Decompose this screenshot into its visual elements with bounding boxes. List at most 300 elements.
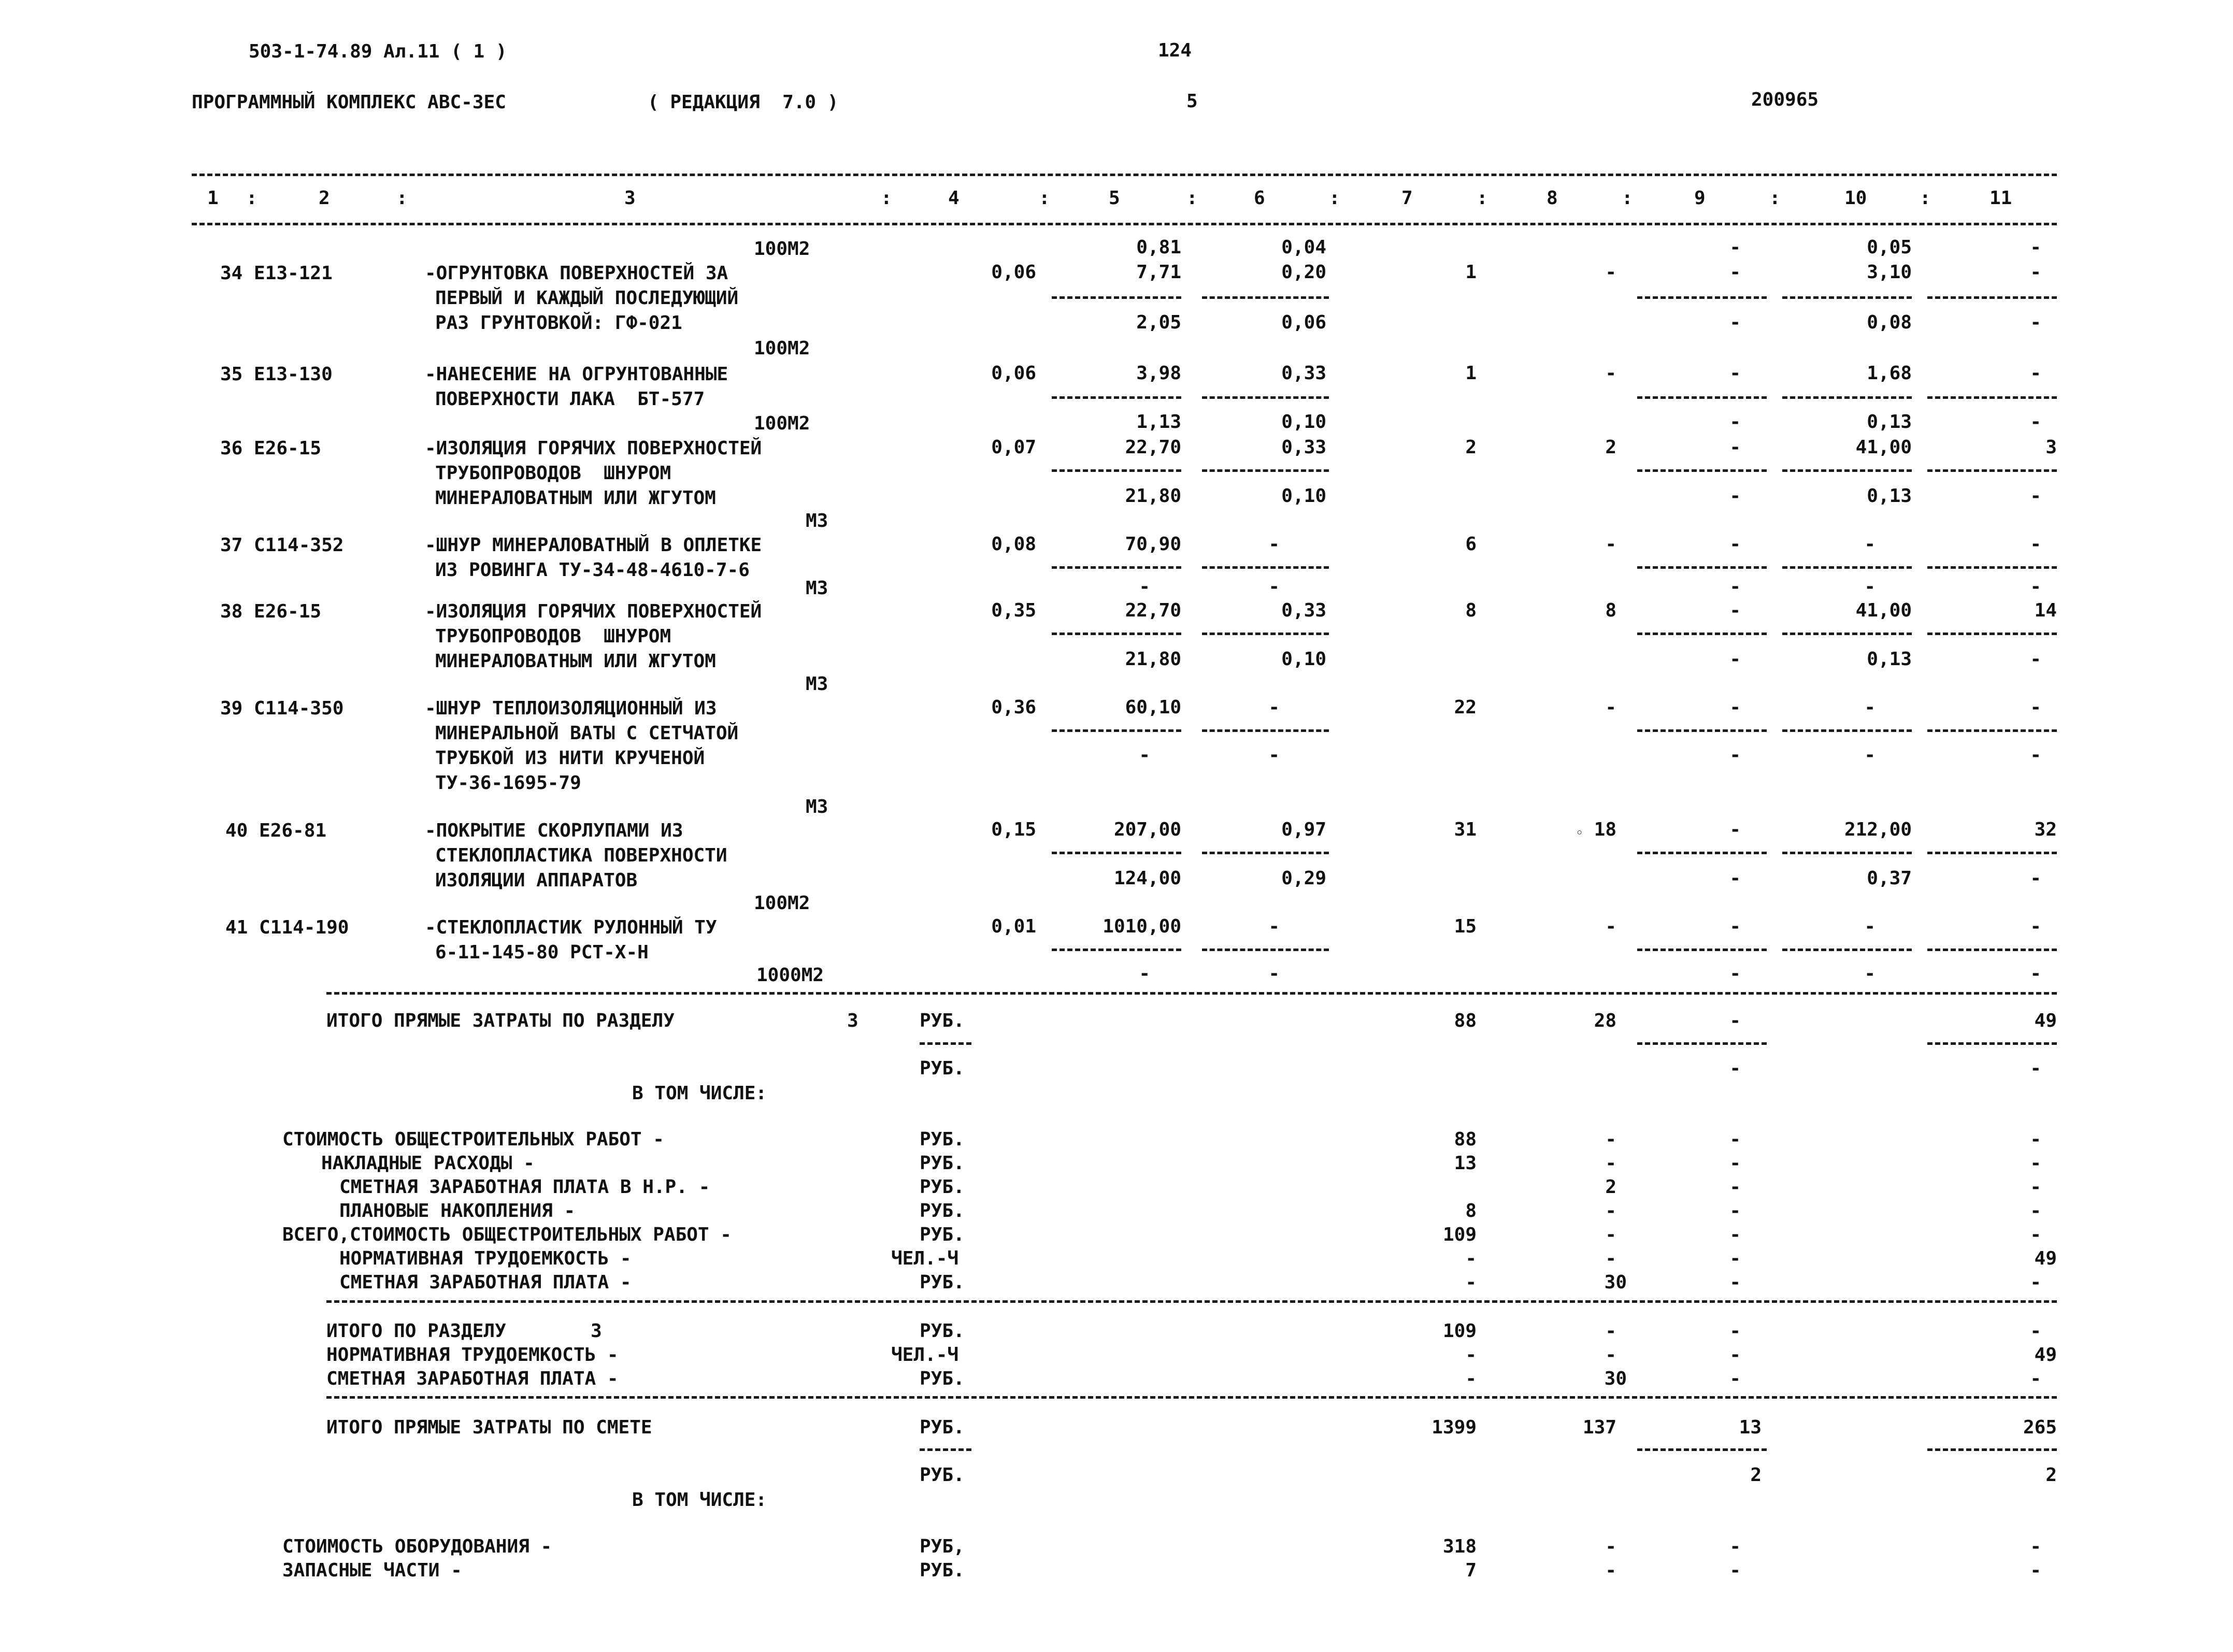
cell-divider <box>1782 296 1912 299</box>
cell-divider <box>1052 729 1181 732</box>
cell-c7: 15 <box>1454 916 1477 937</box>
description-line: ТРУБКОЙ ИЗ НИТИ КРУЧЕНОЙ <box>435 748 705 769</box>
column-separator: : <box>1329 188 1340 209</box>
unit-label: 100М2 <box>754 893 810 914</box>
cell-c6: 0,20 <box>1281 262 1326 283</box>
column-header: 6 <box>1254 188 1265 209</box>
cell-c6-sub: 0,06 <box>1281 312 1326 333</box>
cell-c6-sub: 0,10 <box>1281 485 1326 507</box>
cell-c6: 0,33 <box>1281 437 1326 458</box>
cell-c7: 88 <box>1454 1129 1477 1150</box>
cell-c10: - <box>1864 697 1876 718</box>
cell-c10: 212,00 <box>1844 819 1912 840</box>
description-line: ПОВЕРХНОСТИ ЛАКА БТ-577 <box>435 389 705 410</box>
cell-c4: 0,35 <box>991 600 1036 621</box>
cell-c9: - <box>1729 262 1741 283</box>
cell-c11: 265 <box>2023 1417 2057 1438</box>
cell-c5-sub: 1,13 <box>1136 411 1181 433</box>
cell-divider <box>1637 949 1767 951</box>
cell-divider <box>1052 566 1181 569</box>
column-header: 3 <box>624 188 636 209</box>
cell-c11: - <box>2030 1320 2041 1342</box>
cell-divider <box>920 1042 971 1045</box>
cell-c10: 41,00 <box>1855 600 1912 621</box>
cell-c4: 0,08 <box>991 534 1036 555</box>
unit-rub: РУБ. <box>920 1058 965 1079</box>
cell-c11-sub: - <box>2030 649 2041 670</box>
cell-c6-sub: 0,10 <box>1281 411 1326 433</box>
cell-c8: - <box>1605 1248 1616 1269</box>
unit-man-hours: ЧЕЛ.-Ч <box>891 1344 959 1366</box>
cell-c8: - <box>1605 534 1616 555</box>
cell-c8: 30 <box>1604 1368 1627 1389</box>
cell-c6-sub: 0,29 <box>1281 868 1326 889</box>
cell-c4: 0,36 <box>991 697 1036 718</box>
unit-rub: РУБ. <box>920 1368 965 1389</box>
cell-c9: - <box>1729 237 1741 258</box>
description-line: -ИЗОЛЯЦИЯ ГОРЯЧИХ ПОВЕРХНОСТЕЙ <box>425 438 762 459</box>
column-header: 5 <box>1109 188 1120 209</box>
cell-c7: 318 <box>1442 1536 1477 1557</box>
cell-c9: - <box>1729 1224 1741 1245</box>
cell-c5: 22,70 <box>1125 437 1181 458</box>
cell-c10-sub: - <box>1864 744 1876 766</box>
unit-label: М3 <box>806 578 828 599</box>
cell-c10-sub: 0,13 <box>1867 485 1912 507</box>
cell-divider <box>1052 469 1181 472</box>
cell-c6: 0,97 <box>1281 819 1326 840</box>
spare-parts-label: ЗАПАСНЫЕ ЧАСТИ - <box>282 1560 462 1581</box>
cell-c8: - <box>1605 1129 1616 1150</box>
cell-c7: 7 <box>1465 1560 1477 1581</box>
unit-rub: РУБ. <box>920 1153 965 1174</box>
cell-c9: - <box>1729 1320 1741 1342</box>
equipment-cost-label: СТОИМОСТЬ ОБОРУДОВАНИЯ - <box>282 1536 552 1557</box>
cell-c4: 0,06 <box>991 262 1036 283</box>
cell-c11-sub: - <box>2030 411 2041 433</box>
cell-c8: - <box>1605 1536 1616 1557</box>
cell-c7: - <box>1465 1272 1477 1293</box>
direct-costs-label: ИТОГО ПРЯМЫЕ ЗАТРАТЫ ПО РАЗДЕЛУ <box>326 1010 675 1031</box>
labor-intensity-label: НОРМАТИВНАЯ ТРУДОЕМКОСТЬ - <box>339 1248 632 1269</box>
cell-c11: 14 <box>2034 600 2057 621</box>
column-separator: : <box>1769 188 1781 209</box>
cell-c11: 49 <box>2034 1010 2057 1031</box>
cell-c7: - <box>1465 1248 1477 1269</box>
cell-divider <box>1202 296 1329 299</box>
unit-label: 100М2 <box>754 338 810 359</box>
description-line: ТРУБОПРОВОДОВ ШНУРОМ <box>435 463 671 484</box>
cell-c8: 30 <box>1604 1272 1627 1293</box>
column-header: 10 <box>1844 188 1867 209</box>
cell-c9-sub: - <box>1729 963 1741 984</box>
description-line: -ШНУР ТЕПЛОИЗОЛЯЦИОННЫЙ ИЗ <box>425 698 717 719</box>
cell-c11: - <box>2030 1272 2041 1293</box>
column-header: 7 <box>1401 188 1413 209</box>
cell-c9-sub: - <box>1729 649 1741 670</box>
unit-label: М3 <box>806 796 828 817</box>
cell-divider <box>1637 1448 1767 1451</box>
column-header: 4 <box>948 188 960 209</box>
general-works-label: СТОИМОСТЬ ОБЩЕСТРОИТЕЛЬНЫХ РАБОТ - <box>282 1129 664 1150</box>
labor-intensity-label: НОРМАТИВНАЯ ТРУДОЕМКОСТЬ - <box>326 1344 619 1366</box>
cell-c8: - <box>1605 1344 1616 1366</box>
cell-divider <box>1782 633 1912 635</box>
cell-c9-sub: - <box>1729 576 1741 597</box>
row-code: 39 С114-350 <box>220 698 344 719</box>
cell-c11: 49 <box>2034 1248 2057 1269</box>
cell-c5-sub: 21,80 <box>1125 649 1181 670</box>
page-number: 124 <box>1158 40 1192 61</box>
cell-c11-sub: - <box>2030 868 2041 889</box>
description-line: ИЗ РОВИНГА ТУ-34-48-4610-7-6 <box>435 559 750 581</box>
cell-c11: - <box>2030 916 2041 937</box>
description-line: 6-11-145-80 РСТ-Х-Н <box>435 942 649 963</box>
description-line: ТРУБОПРОВОДОВ ШНУРОМ <box>435 626 671 647</box>
cell-c4: 0,15 <box>991 819 1036 840</box>
table-top-rule <box>192 174 2057 176</box>
cell-c11: - <box>2030 1176 2041 1198</box>
including-heading: В ТОМ ЧИСЛЕ: <box>632 1083 767 1104</box>
cell-c9-sub: - <box>1729 312 1741 333</box>
cell-divider <box>1637 852 1767 854</box>
including-heading: В ТОМ ЧИСЛЕ: <box>632 1489 767 1511</box>
cell-divider <box>1637 729 1767 732</box>
description-line: СТЕКЛОПЛАСТИКА ПОВЕРХНОСТИ <box>435 845 727 866</box>
cell-c5-sub: 124,00 <box>1113 868 1181 889</box>
cell-c10-sub: 0,37 <box>1867 868 1912 889</box>
column-separator: : <box>1039 188 1050 209</box>
cell-c8: 18 <box>1594 819 1616 840</box>
column-separator: : <box>1920 188 1931 209</box>
cell-divider <box>1637 566 1767 569</box>
cell-c11-sub: - <box>2030 485 2041 507</box>
cell-c7: 1 <box>1465 363 1477 384</box>
cell-divider <box>1202 949 1329 951</box>
cell-c9: - <box>1729 363 1741 384</box>
planned-savings-label: ПЛАНОВЫЕ НАКОПЛЕНИЯ - <box>339 1200 576 1222</box>
cell-c8: - <box>1605 697 1616 718</box>
unit-rub: РУБ. <box>920 1560 965 1581</box>
cell-c11: - <box>2030 1200 2041 1222</box>
cell-c6-sub: - <box>1268 576 1280 597</box>
tick-mark: ◦ <box>1576 827 1583 840</box>
cell-divider <box>1927 469 2057 472</box>
cell-divider <box>920 1448 971 1451</box>
cell-c6: 0,04 <box>1281 237 1326 258</box>
column-header: 9 <box>1694 188 1706 209</box>
column-separator: : <box>1477 188 1488 209</box>
cell-c5: 7,71 <box>1136 262 1181 283</box>
cell-c9: - <box>1729 1536 1741 1557</box>
cell-c8: 2 <box>1605 437 1616 458</box>
cell-c9: - <box>1729 1344 1741 1366</box>
cell-divider <box>1202 633 1329 635</box>
cell-c8: - <box>1605 916 1616 937</box>
cell-divider <box>1202 852 1329 854</box>
column-separator: : <box>1186 188 1198 209</box>
cell-c11: - <box>2030 262 2041 283</box>
cell-c11: 49 <box>2034 1344 2057 1366</box>
unit-rub: РУБ. <box>920 1272 965 1293</box>
cell-c9: - <box>1729 534 1741 555</box>
cell-c10: 41,00 <box>1855 437 1912 458</box>
cell-divider <box>1052 633 1181 635</box>
description-line: ИЗОЛЯЦИИ АППАРАТОВ <box>435 870 638 891</box>
cell-c9: - <box>1729 916 1741 937</box>
cell-c8: - <box>1605 1153 1616 1174</box>
cell-c9: - <box>1729 1153 1741 1174</box>
cell-divider <box>1052 949 1181 951</box>
cell-c9-sub: - <box>1729 485 1741 507</box>
cell-c7: 2 <box>1465 437 1477 458</box>
cell-divider <box>1202 396 1329 399</box>
description-line: -НАНЕСЕНИЕ НА ОГРУНТОВАННЫЕ <box>425 364 728 385</box>
description-line: -ОГРУНТОВКА ПОВЕРХНОСТЕЙ ЗА <box>425 263 728 284</box>
program-name: ПРОГРАММНЫЙ КОМПЛЕКС АВС-3ЕС <box>192 92 506 113</box>
cell-divider <box>1052 296 1181 299</box>
cell-c5: 22,70 <box>1125 600 1181 621</box>
cell-divider <box>1927 633 2057 635</box>
direct-costs-section: 3 <box>847 1010 858 1031</box>
cell-c11-sub: - <box>2030 744 2041 766</box>
cell-c6-sub: - <box>1268 963 1280 984</box>
cell-c8: 28 <box>1594 1010 1616 1031</box>
cell-c11: - <box>2030 534 2041 555</box>
description-line: -ИЗОЛЯЦИЯ ГОРЯЧИХ ПОВЕРХНОСТЕЙ <box>425 601 762 622</box>
cell-c9: - <box>1729 1058 1741 1079</box>
cell-c8: - <box>1605 1320 1616 1342</box>
cell-divider <box>1782 469 1912 472</box>
description-line: -СТЕКЛОПЛАСТИК РУЛОННЫЙ ТУ <box>425 917 717 938</box>
cell-divider <box>1052 852 1181 854</box>
total-general-works-label: ВСЕГО,СТОИМОСТЬ ОБЩЕСТРОИТЕЛЬНЫХ РАБОТ - <box>282 1224 732 1245</box>
row-code: 37 С114-352 <box>220 535 344 556</box>
cell-divider <box>1637 469 1767 472</box>
cell-c6: 0,33 <box>1281 600 1326 621</box>
description-line: РАЗ ГРУНТОВКОЙ: ГФ-021 <box>435 312 682 334</box>
cell-c5-sub: - <box>1139 576 1150 597</box>
cell-c5: 1010,00 <box>1103 916 1181 937</box>
cell-divider <box>1637 633 1767 635</box>
cell-c7: 22 <box>1454 697 1477 718</box>
unit-label: М3 <box>806 510 828 531</box>
cell-c9-sub: - <box>1729 744 1741 766</box>
section-total-label: ИТОГО ПО РАЗДЕЛУ <box>326 1320 506 1342</box>
estimate-code: 200965 <box>1751 89 1819 110</box>
cell-c8: - <box>1605 262 1616 283</box>
cell-c11: - <box>2030 1560 2041 1581</box>
cell-c9: - <box>1729 1272 1741 1293</box>
cell-c5-sub: 21,80 <box>1125 485 1181 507</box>
cell-c7: 6 <box>1465 534 1477 555</box>
section-rule <box>326 1300 2057 1303</box>
unit-rub: РУБ. <box>920 1320 965 1342</box>
unit-rub: РУБ. <box>920 1010 965 1031</box>
cell-divider <box>1927 729 2057 732</box>
cell-c11: - <box>2030 697 2041 718</box>
cell-divider <box>1637 396 1767 399</box>
cell-c9-sub: - <box>1729 868 1741 889</box>
cell-divider <box>1782 566 1912 569</box>
unit-rub: РУБ. <box>920 1129 965 1150</box>
column-header: 2 <box>319 188 330 209</box>
cell-divider <box>1202 729 1329 732</box>
table-header-rule <box>192 223 2057 225</box>
wage-label: СМЕТНАЯ ЗАРАБОТНАЯ ПЛАТА - <box>326 1368 619 1389</box>
unit-label: 100М2 <box>754 413 810 434</box>
cell-c10-sub: - <box>1864 963 1876 984</box>
cell-c9-sub: - <box>1729 411 1741 433</box>
cell-c11: - <box>2030 1536 2041 1557</box>
cell-c11: - <box>2030 363 2041 384</box>
cell-c6-sub: - <box>1268 744 1280 766</box>
cell-c9: 2 <box>1750 1464 1762 1486</box>
cell-divider <box>1927 949 2057 951</box>
cell-c9: - <box>1729 1176 1741 1198</box>
unit-rub: РУБ. <box>920 1464 965 1486</box>
cell-c5: 3,98 <box>1136 363 1181 384</box>
wage-label: СМЕТНАЯ ЗАРАБОТНАЯ ПЛАТА - <box>339 1272 632 1293</box>
cell-c11: - <box>2030 237 2041 258</box>
cell-divider <box>1782 949 1912 951</box>
cell-c5-sub: 2,05 <box>1136 312 1181 333</box>
section-rule <box>326 992 2057 995</box>
cell-c8: - <box>1605 363 1616 384</box>
cell-c7: 109 <box>1442 1320 1477 1342</box>
row-code: 34 Е13-121 <box>220 263 333 284</box>
cell-divider <box>1052 396 1181 399</box>
cell-c7: 1 <box>1465 262 1477 283</box>
cell-divider <box>1782 396 1912 399</box>
unit-rub: РУБ, <box>920 1536 965 1557</box>
cell-divider <box>1927 1448 2057 1451</box>
cell-c9: - <box>1729 600 1741 621</box>
cell-c5: 70,90 <box>1125 534 1181 555</box>
column-separator: : <box>396 188 408 209</box>
cell-c10: 1,68 <box>1867 363 1912 384</box>
unit-man-hours: ЧЕЛ.-Ч <box>891 1248 959 1269</box>
cell-c6-sub: 0,10 <box>1281 649 1326 670</box>
description-line: МИНЕРАЛОВАТНЫМ ИЛИ ЖГУТОМ <box>435 487 716 509</box>
cell-c7: - <box>1465 1344 1477 1366</box>
unit-label: 100М2 <box>754 238 810 260</box>
cell-divider <box>1927 396 2057 399</box>
cell-c6: 0,33 <box>1281 363 1326 384</box>
cell-c7: 1399 <box>1432 1417 1477 1438</box>
unit-label: М3 <box>806 673 828 695</box>
cell-divider <box>1927 296 2057 299</box>
cell-divider <box>1927 852 2057 854</box>
cell-c11: 2 <box>2045 1464 2057 1486</box>
cell-c11: - <box>2030 1058 2041 1079</box>
cell-c9: - <box>1729 1129 1741 1150</box>
cell-c11: - <box>2030 1224 2041 1245</box>
cell-c8: 137 <box>1582 1417 1616 1438</box>
row-code: 40 Е26-81 <box>225 820 327 841</box>
cell-c11: 32 <box>2034 819 2057 840</box>
description-line: -ПОКРЫТИЕ СКОРЛУПАМИ ИЗ <box>425 820 683 841</box>
cell-c9: - <box>1729 437 1741 458</box>
cell-c9: - <box>1729 1368 1741 1389</box>
row-code: 41 С114-190 <box>225 917 349 938</box>
cell-c11-sub: - <box>2030 312 2041 333</box>
cell-c10-sub: 0,13 <box>1867 649 1912 670</box>
unit-rub: РУБ. <box>920 1417 965 1438</box>
column-header: 1 <box>207 188 219 209</box>
cell-c5: 207,00 <box>1113 819 1181 840</box>
column-separator: : <box>1622 188 1633 209</box>
cell-c10-sub: - <box>1864 576 1876 597</box>
cell-c6: - <box>1268 534 1280 555</box>
description-line: ПЕРВЫЙ И КАЖДЫЙ ПОСЛЕДУЮЩИЙ <box>435 288 739 309</box>
cell-c10: - <box>1864 916 1876 937</box>
description-line: МИНЕРАЛЬНОЙ ВАТЫ С СЕТЧАТОЙ <box>435 723 739 744</box>
section-total-number: 3 <box>591 1320 602 1342</box>
cell-c9: - <box>1729 1248 1741 1269</box>
column-header: 11 <box>1989 188 2012 209</box>
description-line: МИНЕРАЛОВАТНЫМ ИЛИ ЖГУТОМ <box>435 651 716 672</box>
cell-divider <box>1637 296 1767 299</box>
cell-c7: - <box>1465 1368 1477 1389</box>
cell-c10-sub: 0,08 <box>1867 312 1912 333</box>
cell-divider <box>1637 1042 1767 1045</box>
cell-divider <box>1202 566 1329 569</box>
cell-c9: - <box>1729 1560 1741 1581</box>
cell-divider <box>1202 469 1329 472</box>
cell-c8: 2 <box>1605 1176 1616 1198</box>
description-line: ТУ-36-1695-79 <box>435 772 581 794</box>
cell-c8: - <box>1605 1224 1616 1245</box>
cell-c5-sub: - <box>1139 744 1150 766</box>
cell-c11: 3 <box>2045 437 2057 458</box>
cell-c10: - <box>1864 534 1876 555</box>
cell-c11: - <box>2030 1368 2041 1389</box>
row-code: 36 Е26-15 <box>220 438 322 459</box>
cell-c10: 3,10 <box>1867 262 1912 283</box>
cell-c7: 13 <box>1454 1153 1477 1174</box>
wage-overhead-label: СМЕТНАЯ ЗАРАБОТНАЯ ПЛАТА В Н.Р. - <box>339 1176 710 1198</box>
document-code: 503-1-74.89 Ал.11 ( 1 ) <box>249 41 507 62</box>
cell-c4: 0,06 <box>991 363 1036 384</box>
cell-c9: 13 <box>1739 1417 1762 1438</box>
cell-c9: - <box>1729 1010 1741 1031</box>
description-line: -ШНУР МИНЕРАЛОВАТНЫЙ В ОПЛЕТКЕ <box>425 535 762 556</box>
cell-c6: - <box>1268 697 1280 718</box>
estimate-direct-label: ИТОГО ПРЯМЫЕ ЗАТРАТЫ ПО СМЕТЕ <box>326 1417 652 1438</box>
column-separator: : <box>246 188 257 209</box>
unit-label: 1000М2 <box>756 965 824 986</box>
cell-c9: - <box>1729 819 1741 840</box>
row-code: 35 Е13-130 <box>220 364 333 385</box>
cell-c5: 0,81 <box>1136 237 1181 258</box>
section-rule <box>326 1396 2057 1399</box>
cell-divider <box>1927 1042 2057 1045</box>
cell-c7: 8 <box>1465 600 1477 621</box>
cell-c7: 8 <box>1465 1200 1477 1222</box>
cell-c5-sub: - <box>1139 963 1150 984</box>
cell-c11: - <box>2030 1153 2041 1174</box>
cell-c7: 88 <box>1454 1010 1477 1031</box>
column-separator: : <box>881 188 892 209</box>
cell-c9: - <box>1729 697 1741 718</box>
unit-rub: РУБ. <box>920 1200 965 1222</box>
column-header: 8 <box>1547 188 1558 209</box>
cell-c11-sub: - <box>2030 963 2041 984</box>
cell-c8: 8 <box>1605 600 1616 621</box>
overhead-label: НАКЛАДНЫЕ РАСХОДЫ - <box>321 1153 535 1174</box>
cell-divider <box>1927 566 2057 569</box>
